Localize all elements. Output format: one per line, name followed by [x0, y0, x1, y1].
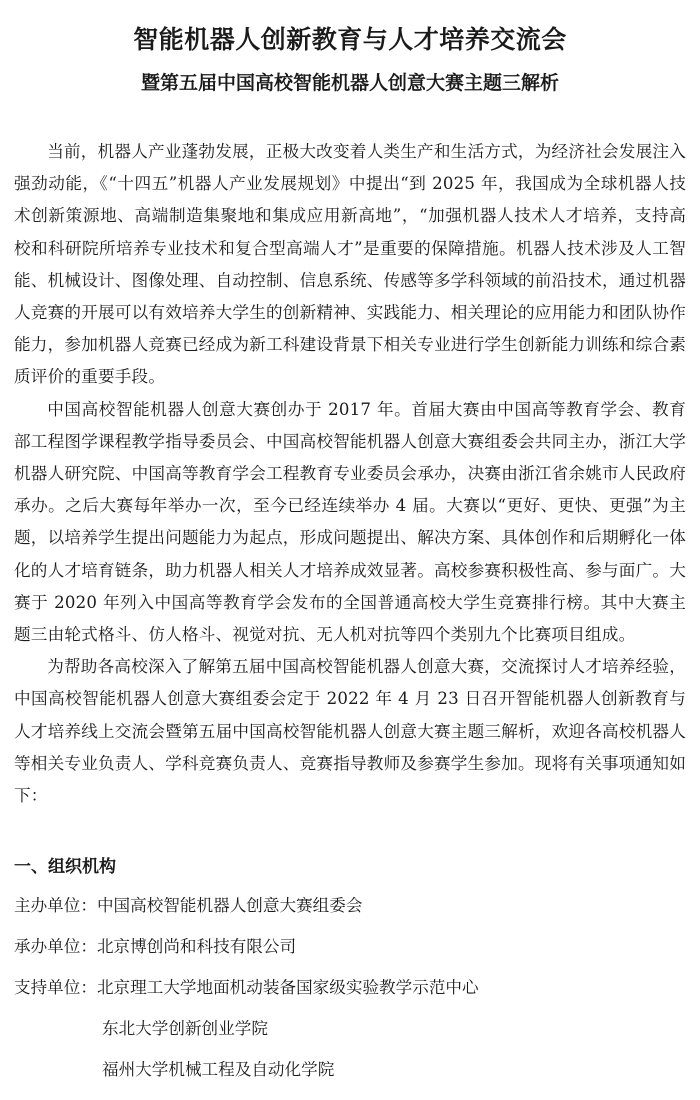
paragraph-contest-history: 中国高校智能机器人创意大赛创办于 2017 年。首届大赛由中国高等教育学会、教育部工程图学课程教学指导委员会、中国高校智能机器人创意大赛组委会共同主办，浙江大学机器人研究院、中国高等教育学会工程教育专业委员会承办，决赛由浙江省余姚市人民政府承办。之后大赛每年举办一次，至今已经连续举办 4 届。大赛以“更好、更快、更强”为主题，以培养学生提出问题能力为起点，形成问题提出、解决方案、具体创作和后期孵化一体化的人才培育链条，助力机器人相关人才培养成效显著。高校参赛积极性高、参与面广。大赛于 2020 年列入中国高等教育学会发布的全国普通高校大学生竞赛排行榜。其中大赛主题三由轮式格斗、仿人格斗、视觉对抗、无人机对抗等四个类别九个比赛项目组成。 [14, 399, 686, 645]
support-label: 支持单位： [14, 978, 97, 998]
organizer-row [14, 926, 686, 967]
document-body [14, 136, 686, 812]
document-subtitle: 暨第五届中国高校智能机器人创意大赛主题三解析 [140, 72, 559, 94]
paragraph-intro: 当前，机器人产业蓬勃发展，正极大改变着人类生产和生活方式，为经济社会发展注入强劲动能，《“十四五”机器人产业发展规划》中提出“到 2025 年，我国成为全球机器人技术创新策源地、高端制造集聚地和集成应用新高地”，“加强机器人技术人才培养，支持高校和科研院所培养专业技术和复合型高端人才”是重要的保障措施。机器人技术涉及人工智能、机械设计、图像处理、自动控制、信息系统、传感等多学科领域的前沿技术，通过机器人竞赛的开展可以有效培养大学生的创新精神、实践能力、相关理论的应用能力和团队协作能力，参加机器人竞赛已经成为新工科建设背景下相关专业进行学生创新能力训练和综合素质评价的重要手段。 [14, 142, 686, 387]
organization-list [14, 885, 686, 1090]
support-row [14, 1008, 686, 1049]
support-value-2: 东北大学创新创业学院 [102, 1019, 268, 1039]
host-value: 中国高校智能机器人创意大赛组委会 [96, 896, 363, 916]
support-value-3: 福州大学机械工程及自动化学院 [102, 1060, 335, 1080]
support-row [14, 967, 686, 1008]
organizer-label: 承办单位： [14, 937, 97, 957]
support-value-1: 北京理工大学地面机动装备国家级实验教学示范中心 [96, 978, 479, 998]
support-row [14, 1049, 686, 1090]
host-label: 主办单位： [14, 896, 97, 916]
paragraph-notice: 为帮助各高校深入了解第五届中国高校智能机器人创意大赛，交流探讨人才培养经验，中国高校智能机器人创意大赛组委会定于 2022 年 4 月 23 日召开智能机器人创新教育与人才培养线上交流会暨第五届中国高校智能机器人创意大赛主题三解析，欢迎各高校机器人等相关专业负责人、学科竞赛负责人、竞赛指导教师及参赛学生参加。现将有关事项通知如下： [14, 657, 686, 806]
document-title: 智能机器人创新教育与人才培养交流会 [133, 25, 567, 54]
host-row [14, 885, 686, 926]
organizer-value: 北京博创尚和科技有限公司 [96, 937, 297, 957]
section-heading-organization: 一、组织机构 [14, 857, 116, 878]
